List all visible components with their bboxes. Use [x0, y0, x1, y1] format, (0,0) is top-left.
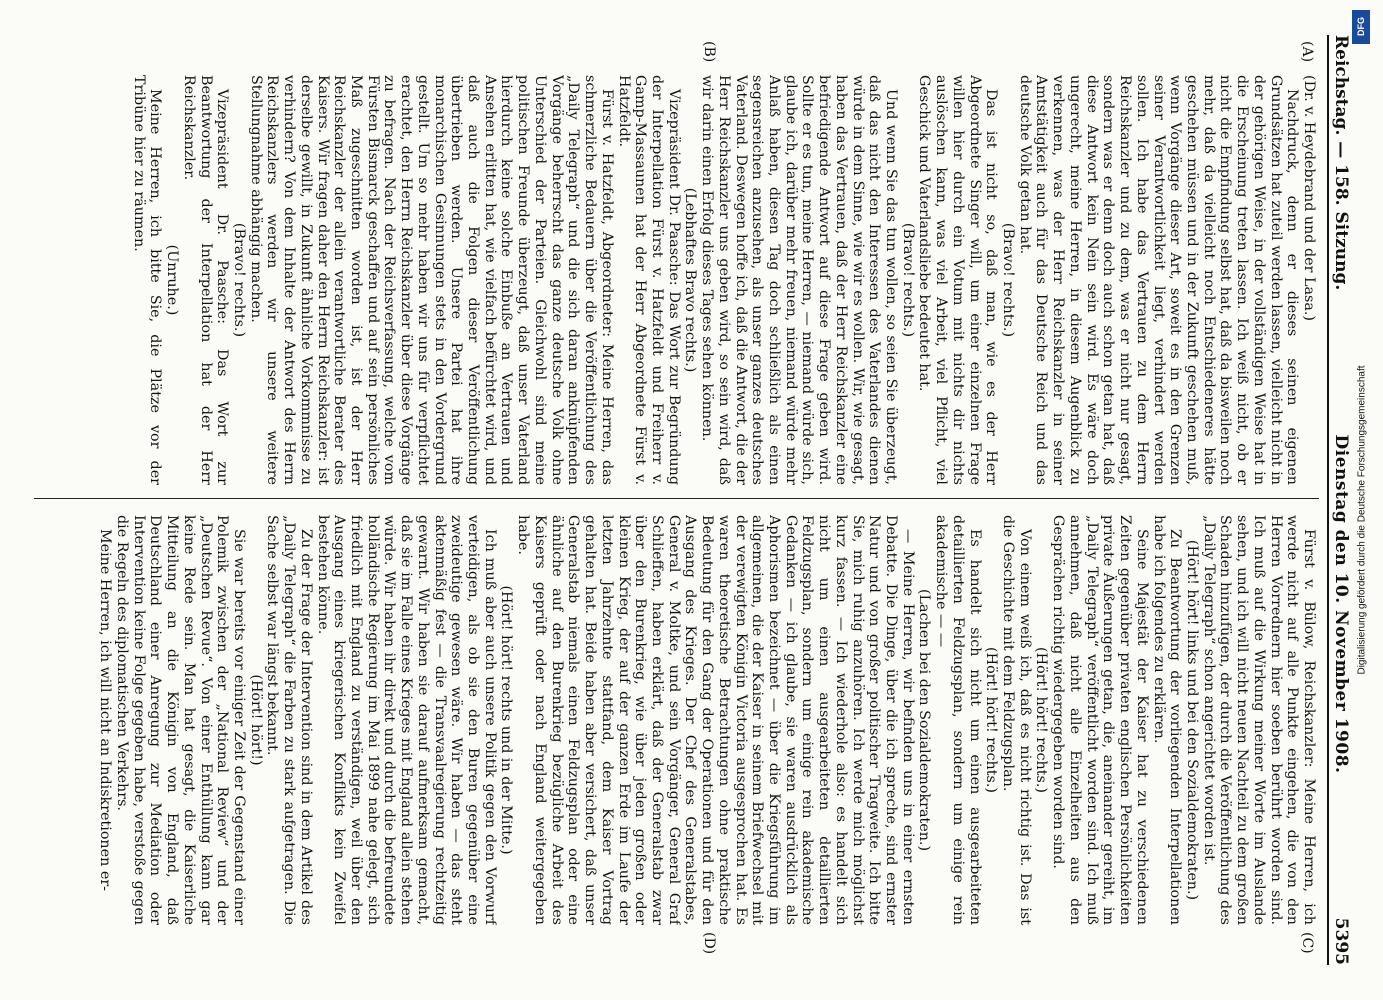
margin-marker-b: (B) — [700, 41, 717, 63]
paragraph: Das ist nicht so, daß man, wie es der Herr Abgeordnete Singer will, um einer einzelnen Frage willen hier durch ein Votum mit nichts dir nichts auslöschen kann, was viel Arbeit, viel Pflicht, viel Geschick und Vaterlandsliebe bedeutet hat. — [915, 75, 999, 485]
paragraph: Und wenn Sie das tun wollen, so seien Sie überzeugt, daß das nicht den Interessen des Vaterlandes dienen würde in dem Sinne, wie wir es wollen. Wir, wie gesagt, haben das Vertrauen, daß der Herr Reichskanzler eine befriedigende Antwort auf diese Frage geben wird. Sollte er es tun, meine Herren, — niemand würde sich, glaube ich, darüber mehr freuen, niemand würde mehr Anlaß haben, diesen Tag doch schließlich als einen segensreichen anzusehen, als unser ganzes deutsches Vaterland. Deswegen hoffe ich, daß die Antwort, die der Herr Reichskanzler uns geben wird, so sein wird, daß wir darin einen Erfolg dieses Tages sehen können. — [698, 75, 899, 485]
paragraph: (Hört! hört! rechts.) — [982, 647, 999, 793]
paragraph: (Hört! hört! rechts und in der Mitte.) — [498, 585, 514, 855]
paragraph: (Dr. v. Heydebrand und der Lasa.) — [1300, 75, 1317, 321]
margin-marker-d: (D) — [700, 932, 717, 955]
dfg-logo: DFG — [1352, 10, 1370, 44]
paragraph: Vizepräsident Dr. Paasche: Das Wort zur Beantwortung der Interpellation hat der Herr Reichskanzler. — [180, 75, 230, 485]
paragraph: Ich muß aber auch unsere Politik gegen den Vorwurf verteidigen, als ob sie den Buren gegenüber eine zweideutige gewesen wäre. Wir haben — das steht aktenmäßig fest — die Transvaalregierung rechtzeitig gewarnt. Wir haben sie darauf aufmerksam gemacht, daß sie im Falle eines Krieges mit England allein stehen würde. Wir haben ihr direkt und durch die befreundete holländische Regierung im Mai 1899 nahe gelegt, sich friedlich mit England zu verständigen, weil über den Ausgang eines kriegerischen Konflikts kein Zweifel bestehen könne. — [314, 515, 498, 925]
paragraph: Vizepräsident Dr. Paasche: Das Wort zur Begründung der Interpellation Fürst v. Hatzfeldt und Freiherr v. Gamp-Massaunen hat der Herr Abgeordnete Fürst v. Hatzfeldt. — [615, 75, 682, 485]
paragraph: (Hört! hört!) — [247, 674, 264, 766]
paragraph: Meine Herren, ich bitte Sie, die Plätze vor der Tribüne hier zu räumen. — [130, 75, 163, 485]
rotated-page — [27, 35, 1357, 965]
paragraph: Von einem weiß ich, daß es nicht richtig ist. Das ist die Geschichte mit dem Feldzugsplan. — [999, 515, 1033, 925]
paragraph: Nachdruck, denn er dieses seinen eigenen Grundsätzen hat zuteil werden lassen, vielleicht nicht in der gehörigen Weise, in der vollständigen Weise hat in die Erscheinung treten lassen. Ich weiß nicht, ob er nicht die Empfindung selbst hat, daß da bisweilen noch mehr, daß da vielleicht noch Entschiedeneres hätte geschehen müssen und in der Zukunft geschehen muß, wenn Vorgänge dieser Art, soweit es in den Grenzen seiner Verantwortlichkeit liegt, verhindert werden sollen. Ich habe das Vertrauen zu dem Herrn Reichskanzler und zu dem, was er nicht nur gesagt, sondern was er denn doch auch schon getan hat, daß diese Antwort kein Nein sein wird. Es wäre doch ungerecht, meine Herren, in diesem Augenblick zu verkennen, was der Herr Reichskanzler in seiner Amtstätigkeit auch für das Deutsche Reich und das deutsche Volk getan hat. — [1016, 75, 1300, 485]
paragraph: (Lebhaftes Bravo rechts.) — [681, 187, 698, 373]
paragraph: Seine Majestät der Kaiser hat zu verschiedenen Zeiten gegenüber privaten englischen Persönlichkeiten private Äußerungen getan, die, aneinander gereiht, im „Daily Telegraph“ veröffentlicht worden sind. Ich muß annehmen, daß nicht alle Einzelheiten aus den Gesprächen richtig wiedergegeben worden sind. — [1049, 515, 1150, 925]
page-number: 5395 — [1330, 917, 1351, 965]
sidebar-note — [1352, 60, 1372, 980]
paragraph: (Bravo! rechts.) — [999, 222, 1016, 338]
paragraph: — Meine Herren, wir befinden uns in einer ernsten Debatte. Die Dinge, über die ich spreche, sind ernster Natur und von großer politischer Tragweite. Ich bitte Sie, mich ruhig anzuhören. Ich werde mich möglichst kurz fassen. — Ich wiederhole also: es handelt sich nicht um einen ausgearbeiteten detaillierten Feldzugsplan, sondern um einige rein akademische Gedanken — ich glaube, sie waren ausdrücklich als Aphorismen bezeichnet — über die Kriegsführung im allgemeinen, die der Kaiser in seinem Briefwechsel mit der verewigten Königin Victoria ausgesprochen hat. Es waren theoretische Betrachtungen ohne praktische Bedeutung für den Gang der Operationen und für den Ausgang des Krieges. Der Chef des Generalstabes, General v. Moltke, und sein Vorgänger, General Graf Schlieffen, haben erklärt, daß der Generalstab zwar über den Burenkrieg, wie über jeden großen oder kleinen Krieg, der auf der ganzen Erde im Laufe der letzten Jahrzehnte stattfand, dem Kaiser Vortrag gehalten hat. Beide haben aber versichert, daß unser Generalstab niemals einen Feldzugsplan oder eine ähnliche auf den Burenkrieg bezügliche Arbeit des Kaisers geprüft oder nach England weitergegeben habe. — [514, 515, 916, 925]
paragraph: Zu Beantwortung der vorliegenden Interpellationen habe ich folgendes zu erklären. — [1150, 515, 1183, 925]
header-date: Dienstag den 10. November 1908. — [1330, 434, 1351, 774]
margin-marker-a: (A) — [1298, 41, 1315, 63]
paragraph: (Hört! hört! links und bei den Sozialdemokraten.) — [1183, 539, 1200, 901]
header-left: Reichstag. — 158. Sitzung. — [1330, 35, 1351, 291]
paragraph: Zu der Frage der Intervention sind in dem Artikel des „Daily Telegraph“ die Farben zu stark aufgetragen. Die Sache selbst war längst bekannt. — [263, 515, 314, 925]
paragraph: (Bravo! rechts.) — [230, 222, 247, 338]
paragraph: Es handelt sich nicht um einen ausgearbeiteten detaillierten Feldzugsplan, sondern um einige rein akademische — — — [932, 515, 983, 925]
left-column — [37, 75, 1317, 485]
paragraph: (Lachen bei den Sozialdemokraten.) — [915, 588, 932, 852]
paragraph: Sie war bereits vor einiger Zeit der Gegenstand einer Polemik zwischen der „National Review“ und der „Deutschen Revue“. Von einer Enthüllung kann gar keine Rede sein. Man hat gesagt, die Kaiserliche Mitteilung an die Königin von England, daß Deutschland einer Anregung zur Mediation oder Intervention keine Folge gegeben habe, verstoße gegen die Regeln des diplomatischen Verkehrs. — [113, 515, 247, 925]
margin-marker-c: (C) — [1298, 932, 1315, 954]
paragraph: (Bravo! rechts.) — [899, 222, 916, 338]
right-column — [37, 515, 1317, 925]
column-divider — [34, 498, 1319, 499]
paragraph: (Hört! hört! rechts.) — [1033, 647, 1049, 793]
paragraph: Meine Herren, ich will nicht an Indiskretionen er- — [96, 529, 113, 891]
paragraph: Fürst v. Bülow, Reichskanzler: Meine Herren, ich werde nicht auf alle Punkte eingehen, die von den Herren Vorrednern hier soeben berührt worden sind. Ich muß auf die Wirkung meiner Worte im Auslande sehen, und ich will nicht neuen Nachteil zu dem großen Schaden hinzufügen, der durch die Veröffentlichung des „Daily Telegraph“ schon angerichtet worden ist. — [1200, 515, 1317, 925]
paragraph: Fürst v. Hatzfeldt, Abgeordneter: Meine Herren, das schmerzliche Bedauern über die Veröffentlichung des „Daily Telegraph“ und die sich daran anknüpfenden Vorgänge beherrscht das ganze deutsche Volk ohne Unterschied der Parteien. Gleichwohl sind meine politischen Freunde überzeugt, daß unser Vaterland hierdurch keine solche Einbuße an Vertrauen und Ansehen erlitten hat, wie vielfach befürchtet wird, und daß auch die Folgen dieser Veröffentlichung übertrieben werden. Unsere Partei hat ihre monarchischen Gesinnungen stets in den Vordergrund gestellt. Um so mehr haben wir uns für verpflichtet erachtet, den Herrn Reichskanzler über diese Vorgänge zu befragen. Nach der Reichsverfassung, welche vom Fürsten Bismarck geschaffen und auf sein persönliches Maß zugeschnitten worden ist, ist der Herr Reichskanzler der allein verantwortliche Berater des Kaisers. Wir fragen daher den Herrn Reichskanzler: ist derselbe gewillt, in Zukunft ähnliche Vorkommnisse zu verhindern? Von dem Inhalte der Antwort des Herrn Reichskanzlers werden wir unsere weitere Stellungnahme abhängig machen. — [247, 75, 615, 485]
paragraph: (Unruhe.) — [163, 244, 180, 316]
sidebar-note-text: Digitalisierung gefördert durch die Deutsche Forschungsgemeinschaft — [1356, 365, 1368, 675]
